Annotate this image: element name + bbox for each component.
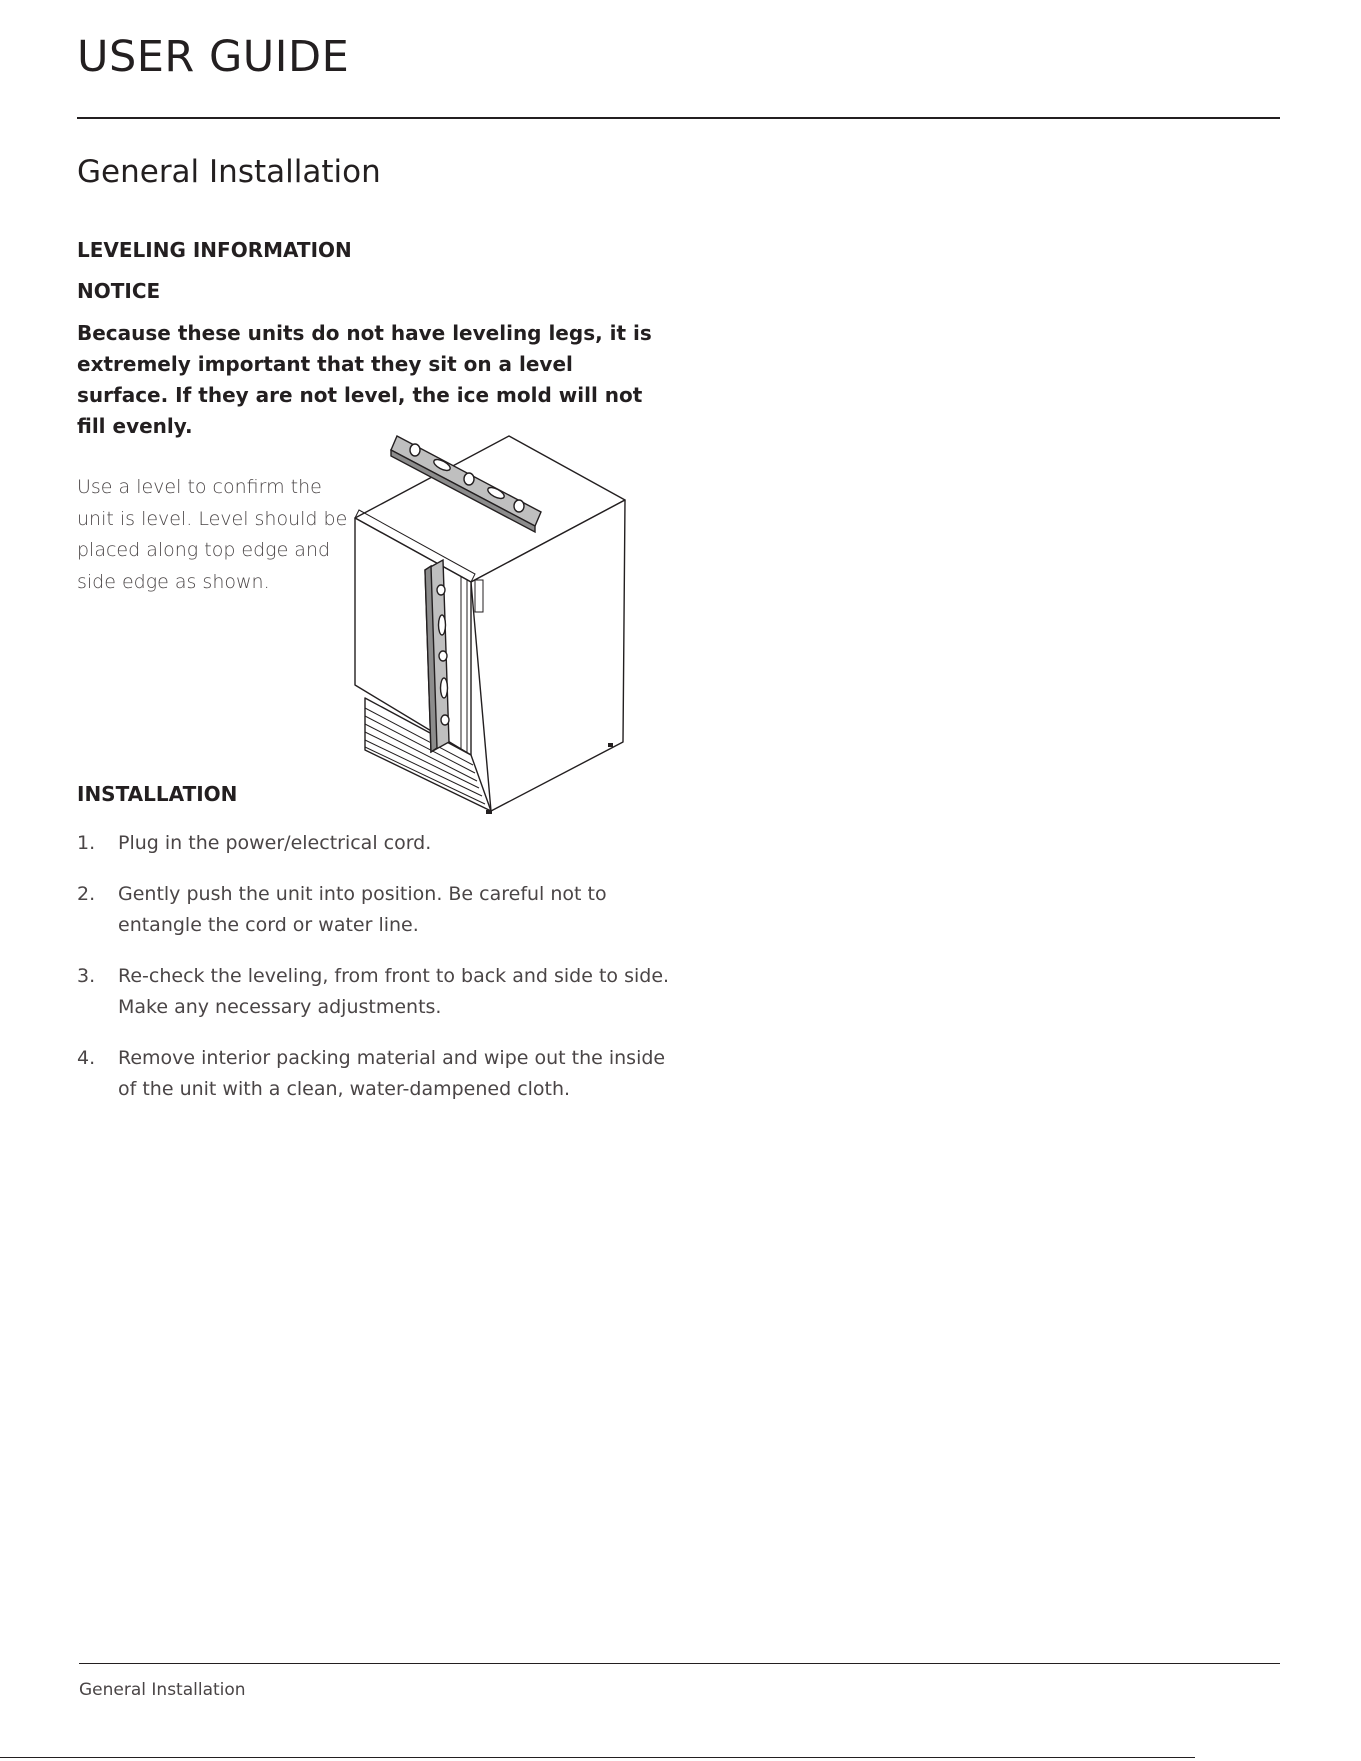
installation-steps bbox=[77, 828, 677, 1125]
page-bottom-rule bbox=[0, 1757, 1195, 1758]
leveling-heading: LEVELING INFORMATION bbox=[77, 238, 352, 262]
notice-text: Because these units do not have leveling legs, it is extremely important that they sit on a level surface. If they are not level, the ice mold will not fill evenly. bbox=[77, 321, 652, 438]
installation-heading: INSTALLATION bbox=[77, 782, 238, 806]
list-item bbox=[77, 1043, 677, 1105]
step-text: Gently push the unit into position. Be careful not to entangle the cord or water line. bbox=[118, 883, 607, 936]
step-text: Re-check the leveling, from front to back and side to side. Make any necessary adjustments. bbox=[118, 965, 670, 1018]
page-header-title: USER GUIDE bbox=[77, 32, 350, 82]
notice-label: NOTICE bbox=[77, 279, 161, 303]
list-item bbox=[77, 879, 677, 941]
list-item bbox=[77, 961, 677, 1023]
step-number: 1. bbox=[77, 832, 96, 854]
footer-divider bbox=[79, 1663, 1280, 1664]
step-number: 4. bbox=[77, 1047, 96, 1069]
header-divider bbox=[77, 117, 1280, 119]
footer-label: General Installation bbox=[79, 1680, 246, 1700]
step-number: 3. bbox=[77, 965, 96, 987]
list-item bbox=[77, 828, 677, 859]
leveling-instruction: Use a level to confirm the unit is level. Level should be placed along top edge and side edge as shown. bbox=[77, 476, 348, 593]
ice-maker-leveling-illustration bbox=[345, 430, 630, 815]
step-text: Remove interior packing material and wipe out the inside of the unit with a clean, water-dampened cloth. bbox=[118, 1047, 666, 1100]
step-number: 2. bbox=[77, 883, 96, 905]
step-text: Plug in the power/electrical cord. bbox=[118, 832, 432, 854]
section-title: General Installation bbox=[77, 154, 381, 190]
